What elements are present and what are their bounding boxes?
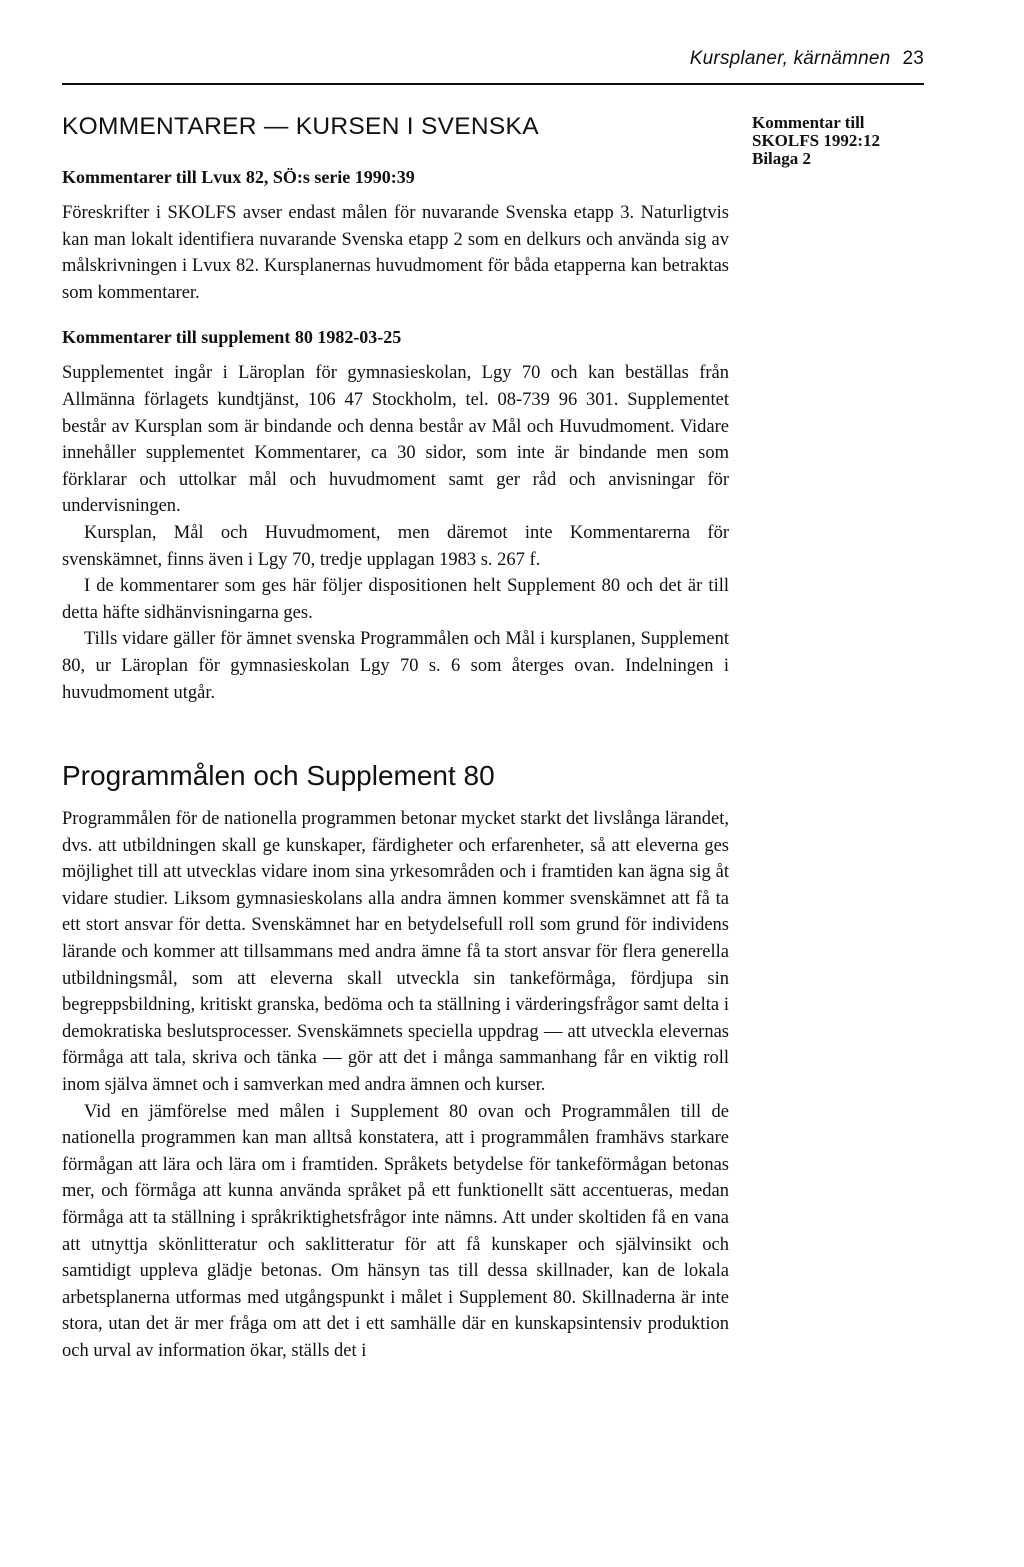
paragraph-supplement-2: Kursplan, Mål och Huvudmoment, men däremot inte Kommentarerna för svenskämnet, finns även i Lgy 70, tredje upplagan 1983 s. 267 f.: [62, 522, 729, 570]
margin-note-line-1: Kommentar till: [752, 113, 865, 132]
margin-note-line-3: Bilaga 2: [752, 149, 812, 168]
margin-note: [752, 114, 932, 168]
paragraph-programmalen-1: Programmålen för de nationella programmen betonar mycket starkt det livslånga lärandet, dvs. att utbildningen skall ge kunskaper, färdigheter och erfarenheter, så att eleverna ges möjlighet till att utvecklas vidare inom sina yrkesområden och i framtiden kan ägna sig åt vidare studier. Liksom gymnasieskolans alla andra ämnen kommer svenskämnet att få ta ett stort ansvar för detta. Svenskämnet har en betydelsefull roll som grund för individens lärande och kommer att tillsammans med andra ämne få ta stort ansvar för flera generella utbildningsmål, som att eleverna skall utveckla sin tankeförmåga, fördjupa sin begreppsbildning, kritiskt granska, bedöma och ta ställning i värderingsfrågor samt delta i demokratiska beslutsprocesser. Svenskämnets speciella uppdrag — att utveckla elevernas förmåga att tala, skriva och tänka — gör att det i många sammanhang får en viktig roll inom själva ämnet och i samverkan med andra ämnen och kurser.: [62, 809, 729, 1096]
page-number: 23: [902, 48, 924, 69]
running-head: [690, 48, 924, 70]
subheading-lvux82: Kommentarer till Lvux 82, SÖ:s serie 1990:39: [62, 167, 415, 187]
paragraph-programmalen-2: Vid en jämförelse med målen i Supplement 80 ovan och Programmålen till de nationella programmen kan man alltså konstatera, att i programmålen framhävs starkare förmågan att lära och lära om i framtiden. Språkets betydelse för tankeförmågan betonas mer, och förmåga att kunna använda språket på ett funktionellt sätt accentueras, medan förmåga att ta ställning i språkriktighetsfrågor inte nämns. Att under skoltiden få en vana att utnyttja skönlitteratur och saklitteratur för att få kunskaper och självinsikt och samtidigt uppleva glädje betonas. Om hänsyn tas till dessa skillnader, kan de lokala arbetsplanerna utformas med utgångspunkt i målet i Supplement 80. Skillnaderna är inte stora, utan det är mer fråga om att det i ett samhälle där en kunskapsintensiv produktion och urval av information ökar, ställs det i: [62, 1101, 729, 1361]
header-rule: [62, 83, 924, 85]
subheading-supplement80: Kommentarer till supplement 80 1982-03-25: [62, 327, 402, 348]
paragraph-supplement-1: Supplementet ingår i Läroplan för gymnasieskolan, Lgy 70 och kan beställas från Allmänna förlagets kundtjänst, 106 47 Stockholm, tel. 08-739 96 301. Supplementet består av Kursplan som är bindande och denna består av Mål och Huvudmoment. Vidare innehåller supplementet Kommentarer, ca 30 sidor, som inte är bindande men som förklarar och uttolkar mål och huvudmoment samt ger råd och anvisningar för undervisningen.: [62, 363, 729, 517]
paragraph-foreskrifter: Föreskrifter i SKOLFS avser endast målen för nuvarande Svenska etapp 3. Naturligtvis kan man lokalt identifiera nuvarande Svenska etapp 2 som en delkurs och använda sig av målskrivningen i Lvux 82. Kursplanernas huvudmoment för båda etapperna kan betraktas som kommentarer.: [62, 203, 729, 303]
running-head-title: Kursplaner, kärnämnen: [689, 48, 891, 69]
paragraph-supplement-3: I de kommentarer som ges här följer dispositionen helt Supplement 80 och det är till detta häfte sidhänvisningarna ges.: [62, 576, 729, 623]
paragraph-supplement-4: Tills vidare gäller för ämnet svenska Programmålen och Mål i kursplanen, Supplement 80, ur Läroplan för gymnasieskolan Lgy 70 s. 6 som återges ovan. Indelningen i huvudmoment utgår.: [62, 629, 729, 703]
section-heading-programmalen: Programmålen och Supplement 80: [62, 760, 495, 792]
margin-note-line-2: SKOLFS 1992:12: [752, 131, 880, 150]
main-text-column: [62, 112, 729, 1365]
section-heading-kommentarer: KOMMENTARER — KURSEN I SVENSKA: [62, 113, 539, 140]
